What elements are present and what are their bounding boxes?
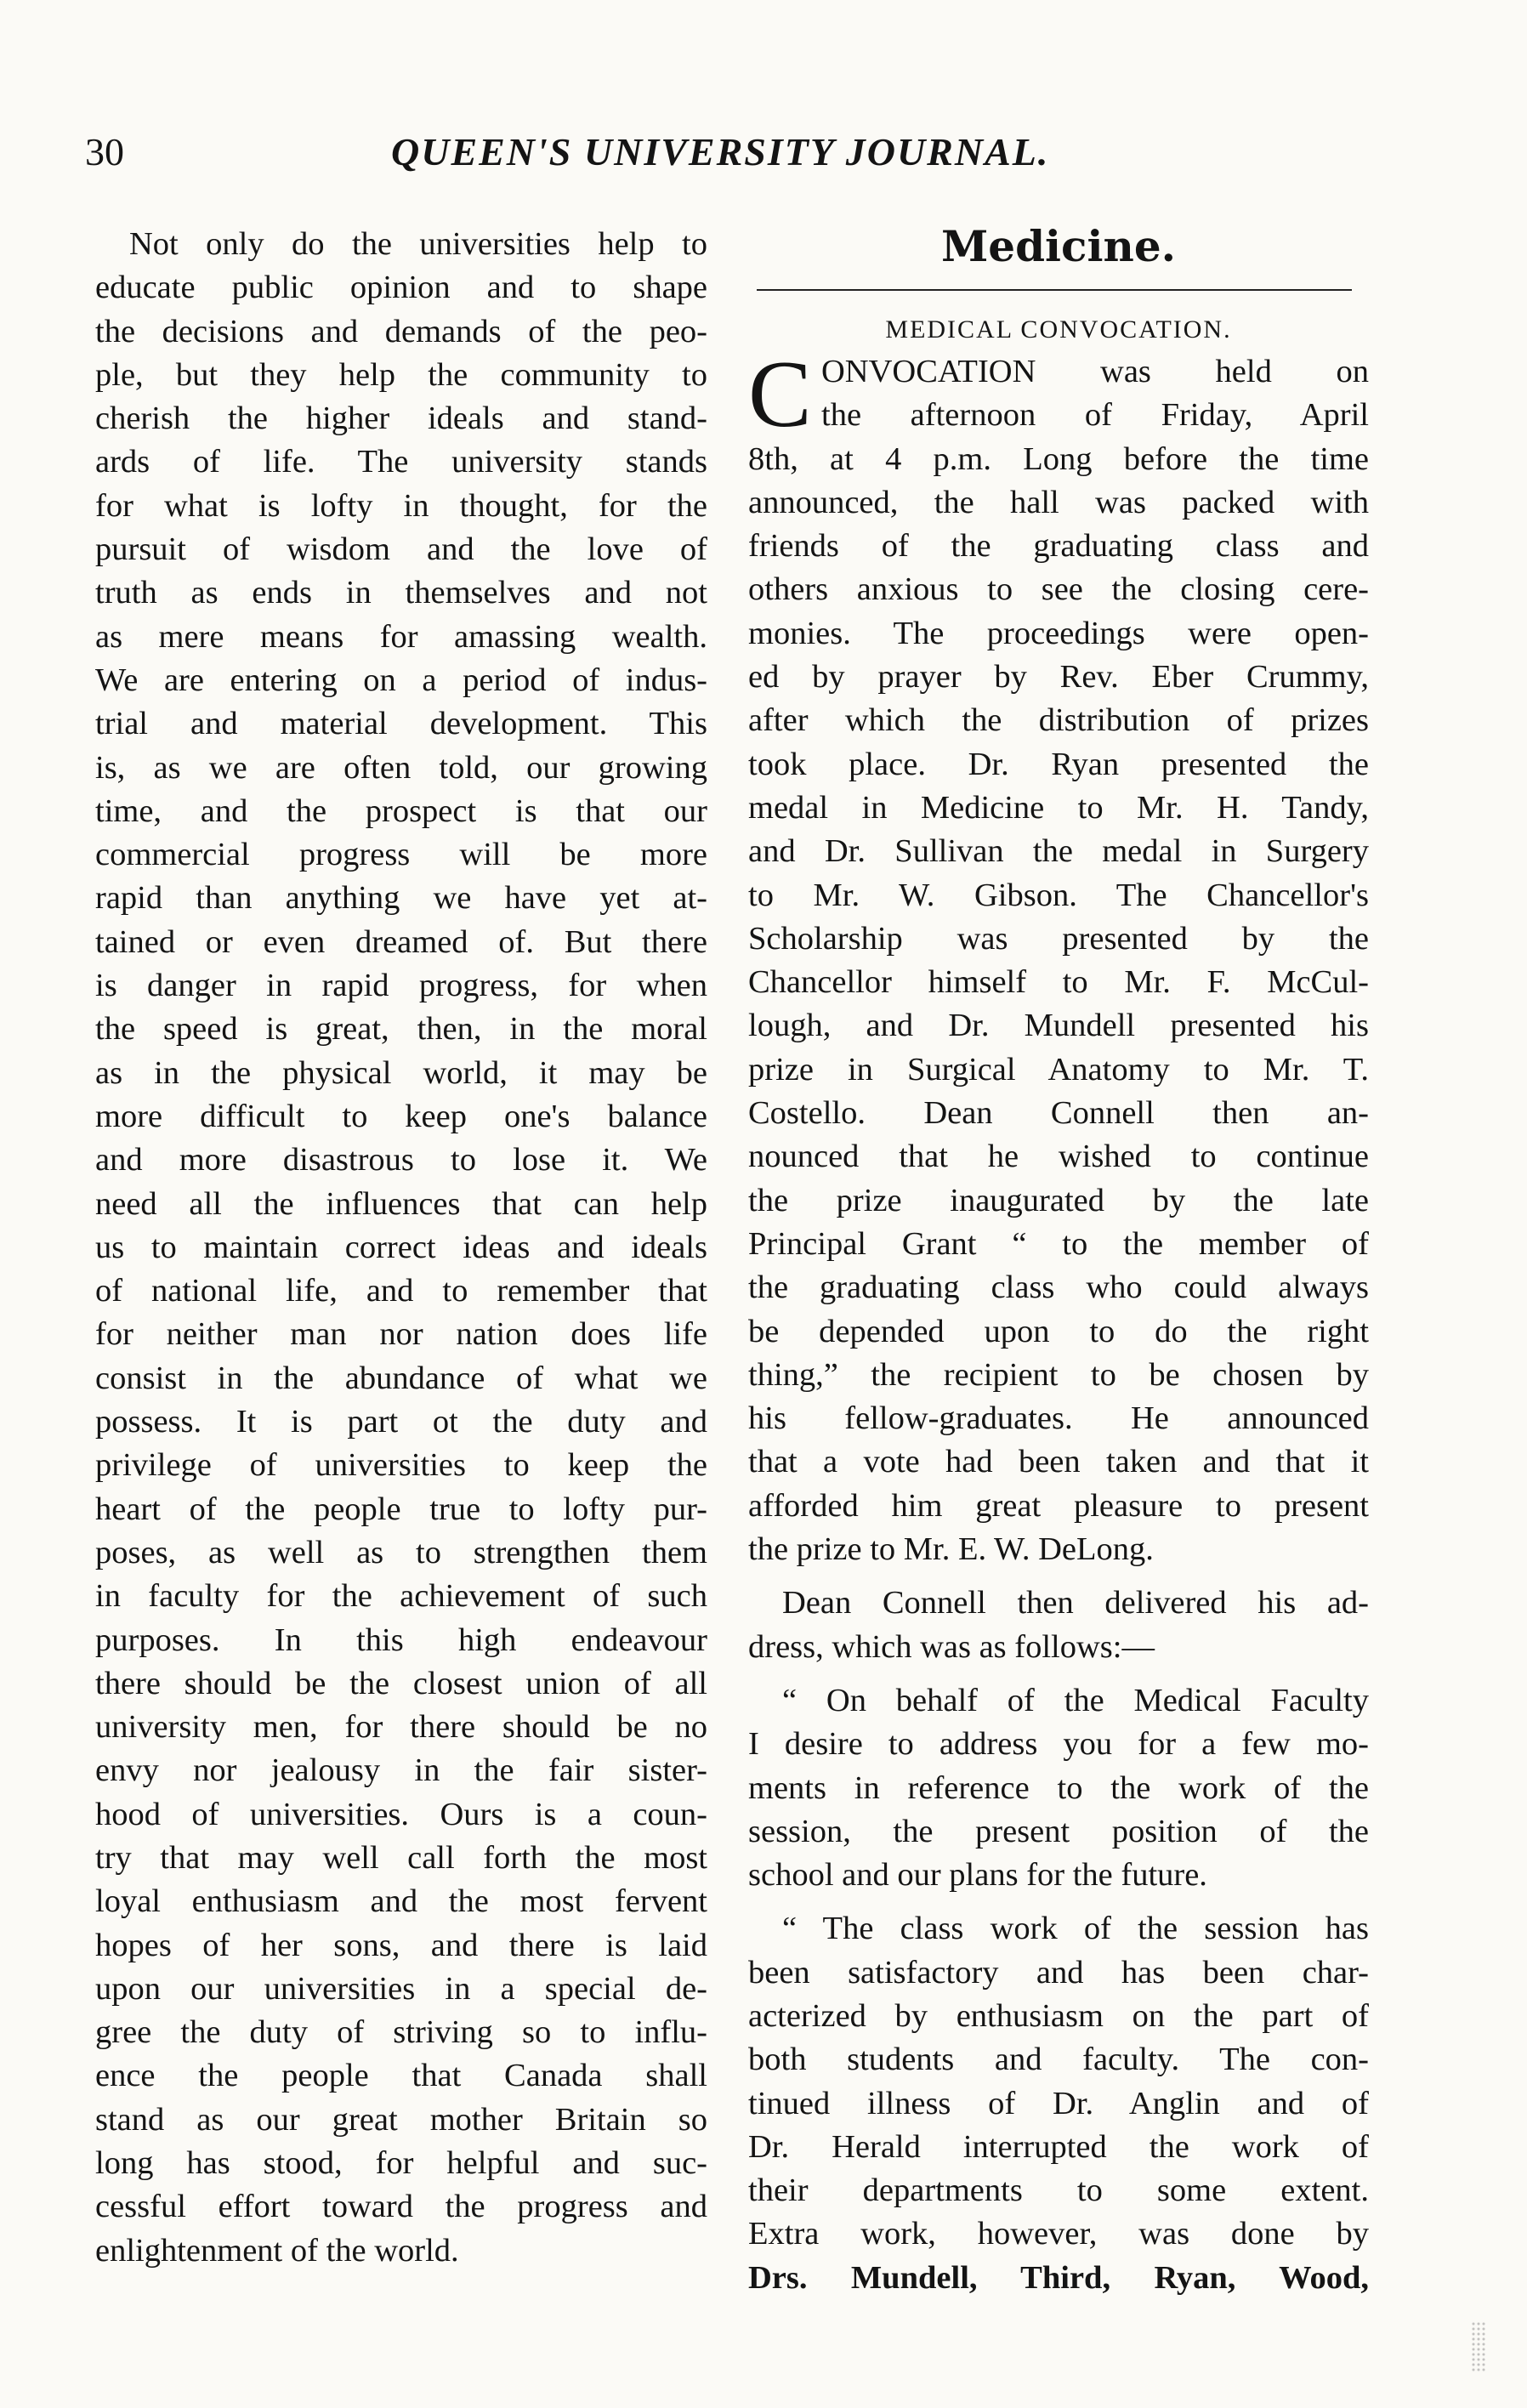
text-line: and more disastrous to lose it. We bbox=[95, 1142, 707, 1178]
text-line: I desire to address you for a few mo- bbox=[748, 1726, 1369, 1763]
text-line: rapid than anything we have yet at- bbox=[95, 880, 707, 917]
text-line: been satisfactory and has been char- bbox=[748, 1954, 1369, 1991]
text-line: the afternoon of Friday, April bbox=[821, 397, 1369, 434]
text-line: Principal Grant “ to the member of bbox=[748, 1225, 1369, 1262]
text-line: the graduating class who could always bbox=[748, 1269, 1369, 1306]
text-line: enlightenment of the world. bbox=[95, 2232, 459, 2269]
text-line: others anxious to see the closing cere- bbox=[748, 571, 1369, 608]
text-line: ence the people that Canada shall bbox=[95, 2058, 707, 2094]
text-line: need all the influences that can help bbox=[95, 1185, 707, 1222]
text-line: Drs. Mundell, Third, Ryan, Wood, bbox=[748, 2259, 1369, 2296]
paper-speck bbox=[1471, 2321, 1486, 2372]
text-line: is danger in rapid progress, for when bbox=[95, 968, 707, 1004]
text-line: heart of the people true to lofty pur- bbox=[95, 1491, 707, 1527]
text-line: Extra work, however, was done by bbox=[748, 2216, 1369, 2252]
text-line: educate public opinion and to shape bbox=[95, 270, 707, 306]
text-line: university men, for there should be no bbox=[95, 1709, 707, 1746]
text-line: cessful effort toward the progress and bbox=[95, 2189, 707, 2225]
text-line: try that may well call forth the most bbox=[95, 1839, 707, 1876]
text-line: trial and material development. This bbox=[95, 706, 707, 742]
text-line: tained or even dreamed of. But there bbox=[95, 923, 707, 960]
text-line: is, as we are often told, our growing bbox=[95, 749, 707, 786]
drop-cap-letter: C bbox=[748, 342, 812, 447]
text-line: Costello. Dean Connell then an- bbox=[748, 1095, 1369, 1132]
text-line: the decisions and demands of the peo- bbox=[95, 313, 707, 349]
text-line: ments in reference to the work of the bbox=[748, 1769, 1369, 1806]
text-line: friends of the graduating class and bbox=[748, 528, 1369, 565]
text-line: for what is lofty in thought, for the bbox=[95, 487, 707, 524]
text-line: his fellow-graduates. He announced bbox=[748, 1400, 1369, 1437]
text-line: in faculty for the achievement of such bbox=[95, 1578, 707, 1615]
text-line: more difficult to keep one's balance bbox=[95, 1098, 707, 1134]
text-line: Dean Connell then delivered his ad- bbox=[782, 1585, 1369, 1621]
text-line: took place. Dr. Ryan presented the bbox=[748, 746, 1369, 782]
text-line: school and our plans for the future. bbox=[748, 1857, 1207, 1894]
text-line: pursuit of wisdom and the love of bbox=[95, 531, 707, 568]
article-subheading: MEDICAL CONVOCATION. bbox=[885, 315, 1232, 344]
page-number: 30 bbox=[85, 130, 124, 173]
text-line: as mere means for amassing wealth. bbox=[95, 618, 707, 655]
text-line: privilege of universities to keep the bbox=[95, 1447, 707, 1484]
text-line: envy nor jealousy in the fair sister- bbox=[95, 1752, 707, 1789]
text-line: long has stood, for helpful and suc- bbox=[95, 2145, 707, 2182]
text-line: lough, and Dr. Mundell presented his bbox=[748, 1008, 1369, 1044]
text-line: poses, as well as to strengthen them bbox=[95, 1534, 707, 1570]
journal-title: QUEEN'S UNIVERSITY JOURNAL. bbox=[391, 130, 1050, 173]
text-line: time, and the prospect is that our bbox=[95, 792, 707, 829]
text-line: the prize inaugurated by the late bbox=[748, 1182, 1369, 1218]
text-line: acterized by enthusiasm on the part of bbox=[748, 1997, 1369, 2034]
text-line: medal in Medicine to Mr. H. Tandy, bbox=[748, 789, 1369, 826]
text-line: session, the present position of the bbox=[748, 1813, 1369, 1849]
address-intro-paragraph bbox=[748, 1582, 1369, 1669]
text-line: for neither man nor nation does life bbox=[95, 1316, 707, 1353]
text-line: gree the duty of striving so to influ- bbox=[95, 2014, 707, 2051]
text-line: ONVOCATION was held on bbox=[821, 354, 1369, 389]
text-line: Not only do the universities help to bbox=[129, 226, 707, 262]
text-line: Scholarship was presented by the bbox=[748, 920, 1369, 957]
text-line: us to maintain correct ideas and ideals bbox=[95, 1229, 707, 1265]
left-column bbox=[95, 223, 707, 2273]
text-line: the prize to Mr. E. W. DeLong. bbox=[748, 1531, 1154, 1568]
text-line: ards of life. The university stands bbox=[95, 444, 707, 480]
text-line: of national life, and to remember that bbox=[95, 1273, 707, 1309]
text-line: ple, but they help the community to bbox=[95, 356, 707, 393]
text-line: announced, the hall was packed with bbox=[748, 484, 1369, 520]
text-line: prize in Surgical Anatomy to Mr. T. bbox=[748, 1051, 1369, 1088]
text-line: 8th, at 4 p.m. Long before the time bbox=[748, 440, 1369, 477]
text-line: there should be the closest union of all bbox=[95, 1665, 707, 1701]
text-line: thing,” the recipient to be chosen by bbox=[748, 1356, 1369, 1393]
text-line: nounced that he wished to continue bbox=[748, 1139, 1369, 1175]
text-line: upon our universities in a special de- bbox=[95, 1970, 707, 2007]
text-line: “ On behalf of the Medical Faculty bbox=[782, 1682, 1369, 1718]
text-line: monies. The proceedings were open- bbox=[748, 615, 1369, 651]
text-line: after which the distribution of prizes bbox=[748, 702, 1369, 739]
text-line: that a vote had been taken and that it bbox=[748, 1444, 1369, 1480]
text-line: stand as our great mother Britain so bbox=[95, 2101, 707, 2138]
text-line: ed by prayer by Rev. Eber Crummy, bbox=[748, 659, 1369, 696]
text-line: “ The class work of the session has bbox=[782, 1911, 1369, 1947]
convocation-paragraph bbox=[748, 342, 1369, 1571]
text-line: cherish the higher ideals and stand- bbox=[95, 400, 707, 437]
text-line: Chancellor himself to Mr. F. McCul- bbox=[748, 964, 1369, 1001]
text-line: their departments to some extent. bbox=[748, 2172, 1369, 2209]
text-line: as in the physical world, it may be bbox=[95, 1054, 707, 1091]
text-line: and Dr. Sullivan the medal in Surgery bbox=[748, 833, 1369, 870]
text-line: We are entering on a period of indus- bbox=[95, 662, 707, 698]
text-line: hopes of her sons, and there is laid bbox=[95, 1927, 707, 1963]
section-divider bbox=[757, 289, 1352, 291]
text-line: be depended upon to do the right bbox=[748, 1313, 1369, 1349]
text-line: possess. It is part ot the duty and bbox=[95, 1404, 707, 1440]
text-line: truth as ends in themselves and not bbox=[95, 575, 707, 611]
text-line: to Mr. W. Gibson. The Chancellor's bbox=[748, 877, 1369, 913]
text-line: hood of universities. Ours is a coun- bbox=[95, 1796, 707, 1832]
text-line: Dr. Herald interrupted the work of bbox=[748, 2128, 1369, 2165]
faculty-paragraph bbox=[748, 1679, 1369, 1897]
text-line: commercial progress will be more bbox=[95, 837, 707, 873]
text-line: dress, which was as follows:— bbox=[748, 1628, 1155, 1665]
text-line: tinued illness of Dr. Anglin and of bbox=[748, 2085, 1369, 2121]
text-line: both students and faculty. The con- bbox=[748, 2042, 1369, 2078]
text-line: afforded him great pleasure to present bbox=[748, 1487, 1369, 1524]
classwork-paragraph bbox=[748, 1907, 1369, 2300]
text-line: loyal enthusiasm and the most fervent bbox=[95, 1883, 707, 1920]
text-line: consist in the abundance of what we bbox=[95, 1360, 707, 1396]
text-line: the speed is great, then, in the moral bbox=[95, 1011, 707, 1048]
text-line: purposes. In this high endeavour bbox=[95, 1621, 707, 1658]
right-column bbox=[748, 223, 1369, 2300]
section-title: Medicine. bbox=[940, 221, 1177, 271]
